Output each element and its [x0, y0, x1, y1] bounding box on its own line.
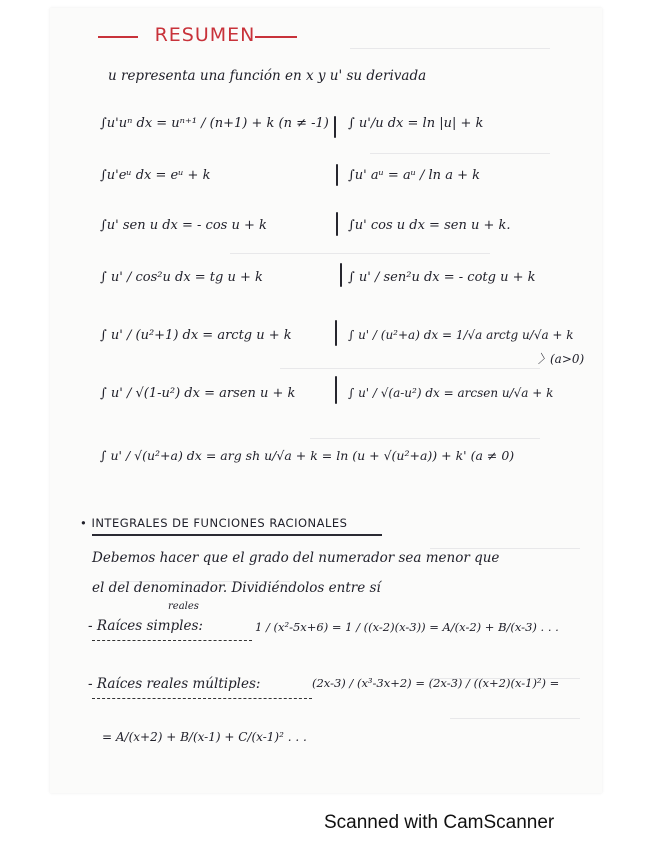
formula-power: ∫u'uⁿ dx = uⁿ⁺¹ / (n+1) + k (n ≠ -1) [100, 116, 329, 131]
formula-logarithm: ∫ u'/u dx = ln |u| + k [348, 116, 484, 131]
formula-cosine: ∫u' cos u dx = sen u + k. [348, 218, 511, 233]
bleed-through-line [430, 538, 580, 549]
bleed-through-line [280, 358, 540, 369]
bleed-through-line [350, 38, 550, 49]
formula-exponential: ∫u'eᵘ dx = eᵘ + k [100, 168, 211, 183]
section-heading-underline [92, 534, 382, 536]
annotation-reales: reales [168, 601, 199, 612]
bleed-through-line [310, 428, 540, 439]
expr-multiple-roots-cont: = A/(x+2) + B/(x-1) + C/(x-1)² . . . [102, 730, 307, 744]
title-dash-right [255, 36, 297, 38]
formula-tangent: ∫ u' / cos²u dx = tg u + k [100, 270, 263, 285]
simple-roots-underline [92, 640, 252, 641]
expr-multiple-roots: (2x-3) / (x³-3x+2) = (2x-3) / ((x+2)(x-1)²) = [312, 676, 560, 690]
label-multiple-roots: - Raíces reales múltiples: [88, 676, 261, 692]
page-title: RESUMEN [154, 24, 256, 46]
section-text-line1: Debemos hacer que el grado del numerador sea menor que [92, 550, 500, 566]
intro-text: u representa una función en x y u' su derivada [108, 68, 427, 84]
formula-arctangent: ∫ u' / (u²+1) dx = arctg u + k [100, 328, 292, 343]
label-simple-roots: - Raíces simples: [88, 618, 203, 634]
multiple-roots-underline [92, 698, 312, 699]
scanned-page [50, 8, 602, 793]
formula-sine: ∫u' sen u dx = - cos u + k [100, 218, 267, 233]
section-heading: • INTEGRALES DE FUNCIONES RACIONALES [80, 516, 348, 530]
formula-arctangent-a: ∫ u' / (u²+a) dx = 1/√a arctg u/√a + k [348, 328, 574, 342]
column-divider [335, 320, 337, 346]
section-text-line2: el del denominador. Dividiéndolos entre sí [92, 580, 381, 596]
column-divider [334, 116, 336, 138]
bleed-through-line [450, 708, 580, 719]
formula-arcsine-a: ∫ u' / √(a-u²) dx = arcsen u/√a + k [348, 386, 554, 400]
bleed-through-line [370, 143, 550, 154]
formula-arcsine: ∫ u' / √(1-u²) dx = arsen u + k [100, 386, 296, 401]
column-divider [335, 376, 337, 404]
formula-exponential-base-a: ∫u' aᵘ = aᵘ / ln a + k [348, 168, 480, 183]
scanner-watermark: Scanned with CamScanner [324, 812, 555, 833]
formula-cotangent: ∫ u' / sen²u dx = - cotg u + k [348, 270, 536, 285]
expr-simple-roots: 1 / (x²-5x+6) = 1 / ((x-2)(x-3)) = A/(x-2) + B/(x-3) . . . [255, 620, 559, 634]
condition-a-positive: 〉(a>0) [538, 352, 585, 366]
formula-argsh: ∫ u' / √(u²+a) dx = arg sh u/√a + k = ln (u + √(u²+a)) + k' (a ≠ 0) [100, 448, 515, 463]
column-divider [340, 263, 342, 287]
column-divider [336, 164, 338, 186]
bleed-through-line [230, 243, 490, 254]
column-divider [336, 212, 338, 236]
